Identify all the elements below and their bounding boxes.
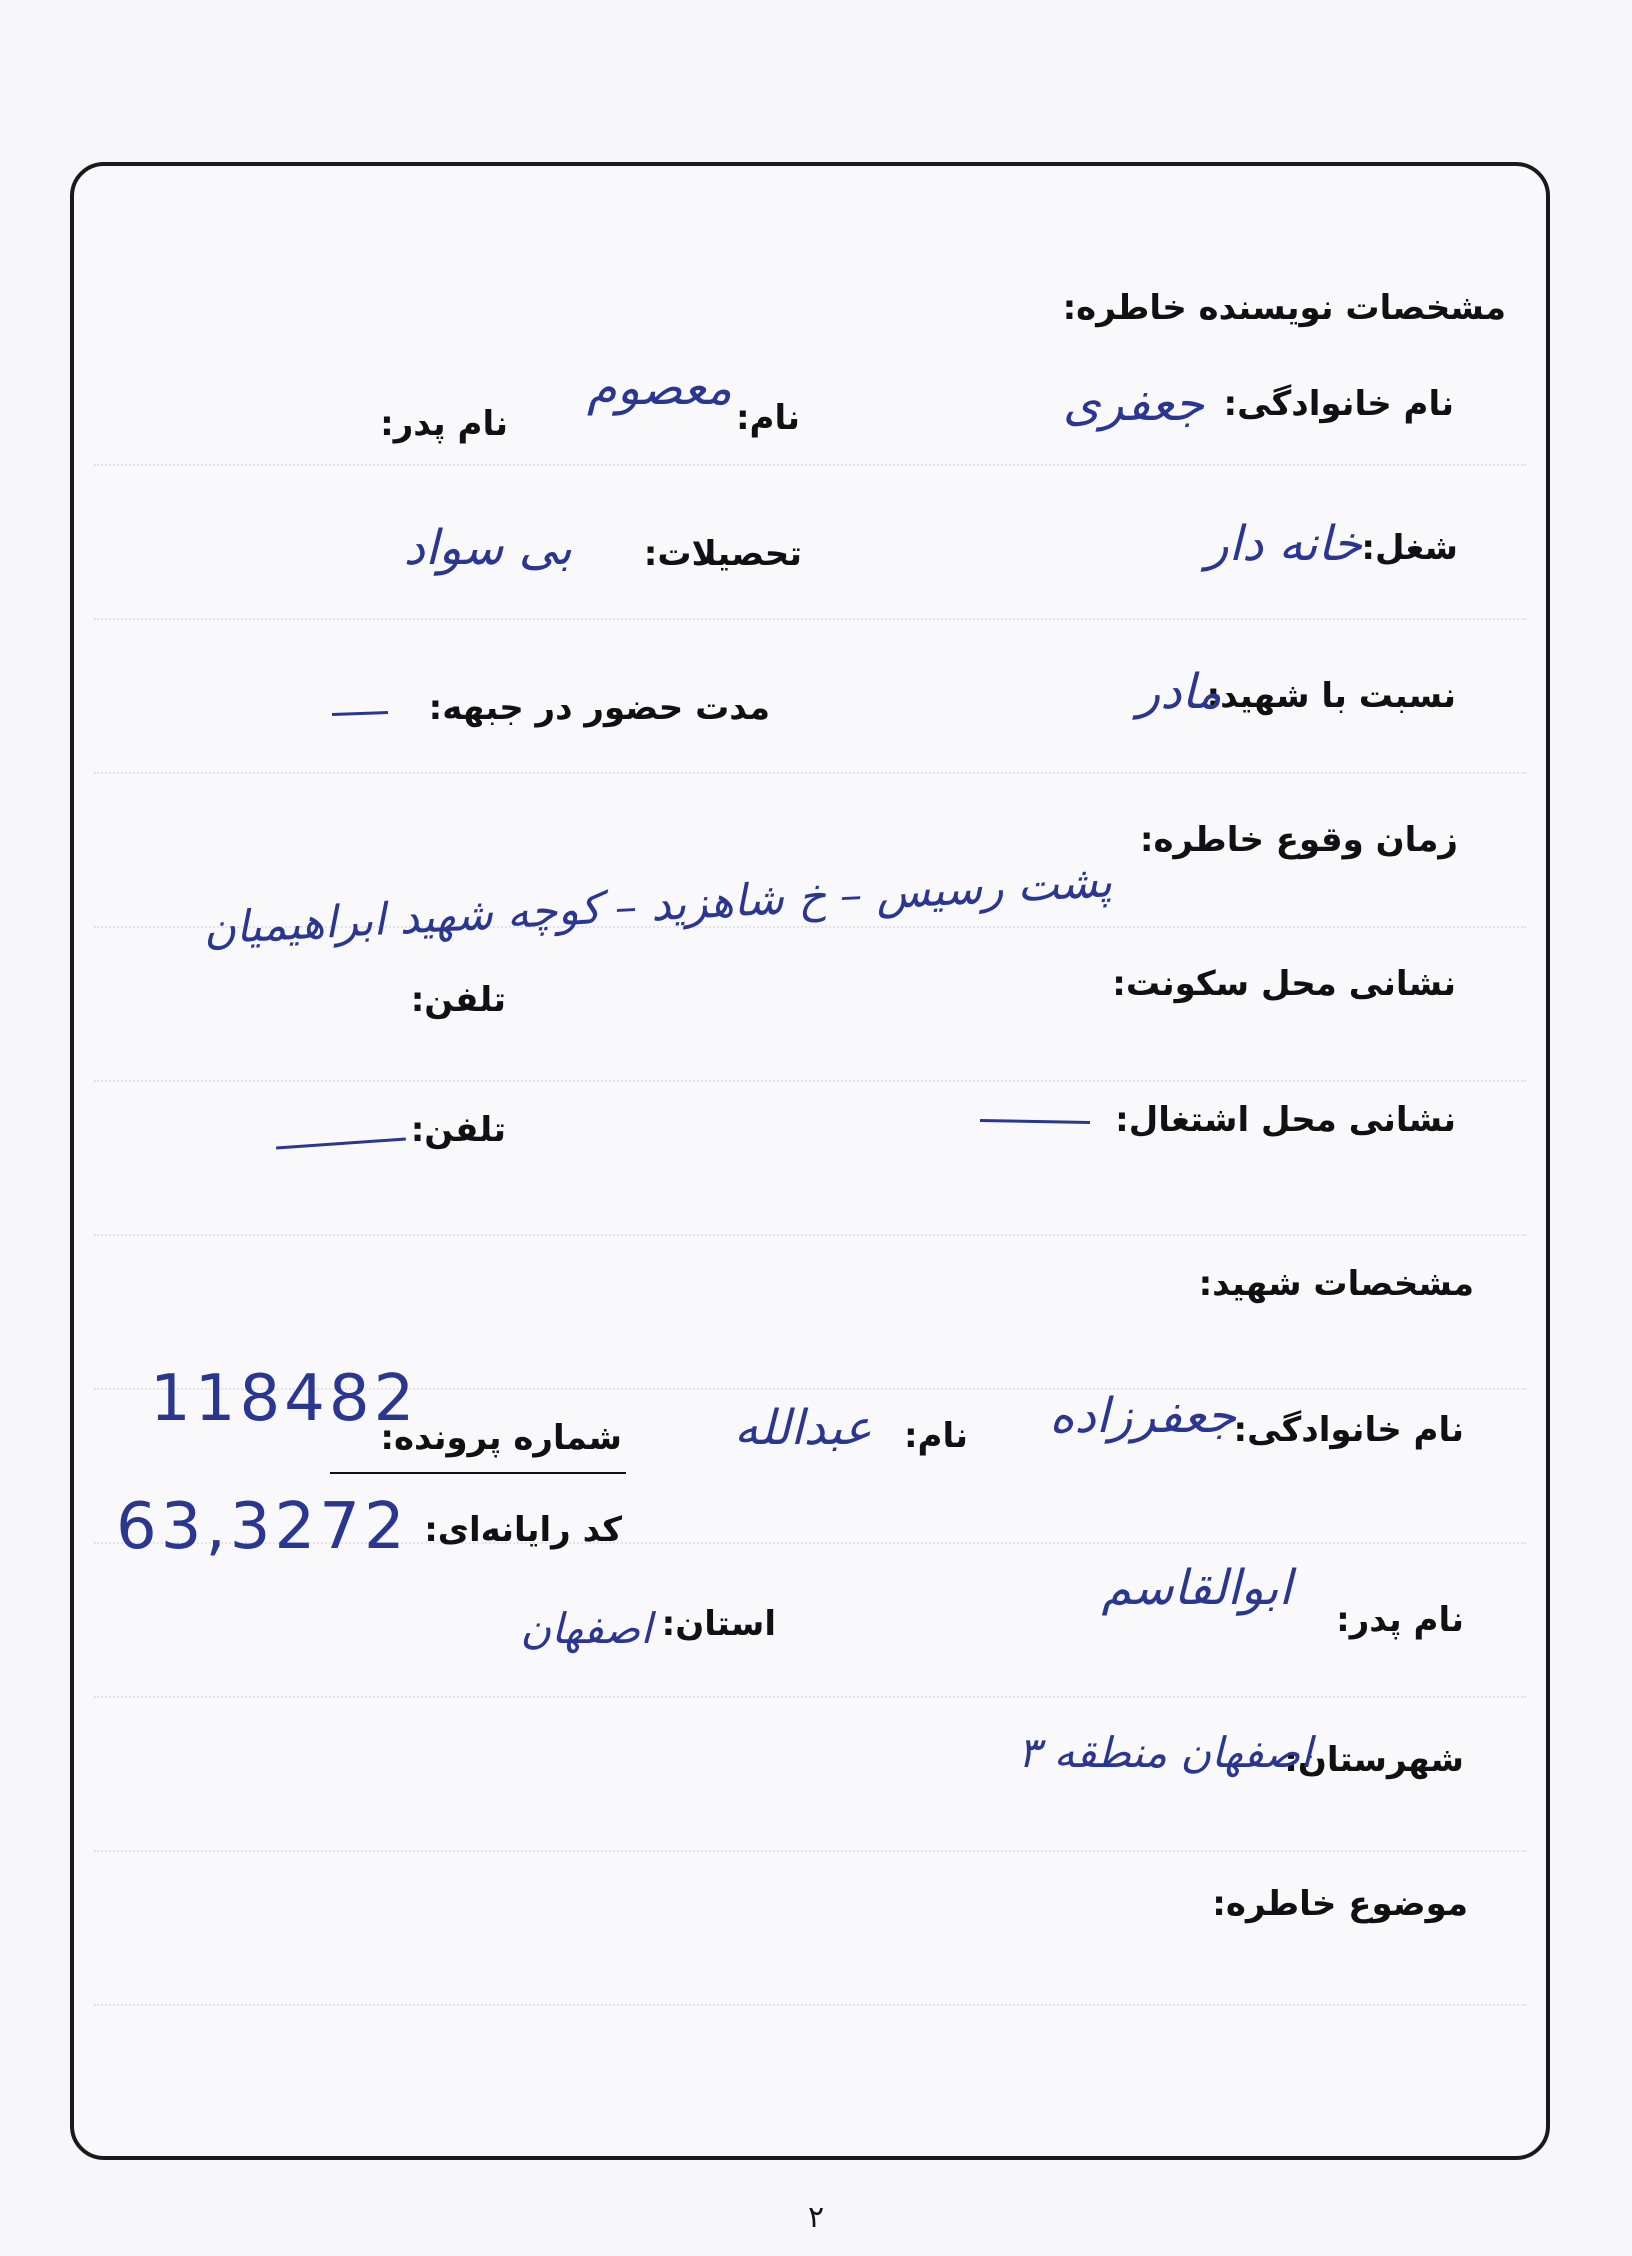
- martyr-province-value: اصفهان: [520, 1604, 652, 1653]
- writer-address-label: نشانی محل سکونت:: [1112, 964, 1456, 1004]
- writer-work-address-label: نشانی محل اشتغال:: [1115, 1100, 1456, 1140]
- writer-name-value: معصوم: [586, 360, 732, 416]
- martyr-family-value: جعفرزاده: [1049, 1388, 1236, 1444]
- page-number: ۲: [807, 2200, 825, 2235]
- martyr-father-value: ابوالقاسم: [1101, 1560, 1292, 1616]
- martyr-heading: مشخصات شهید:: [1198, 1264, 1474, 1304]
- martyr-province-label: استان:: [661, 1604, 776, 1644]
- bleed-row: [94, 1234, 1526, 1238]
- writer-family-label: نام خانوادگی:: [1223, 384, 1454, 424]
- bleed-row: [94, 772, 1526, 776]
- writer-job-value: خانه دار: [1205, 516, 1362, 572]
- writer-heading: مشخصات نویسنده خاطره:: [1062, 288, 1506, 328]
- martyr-name-value: عبدالله: [734, 1400, 872, 1456]
- bleed-row: [94, 1696, 1526, 1700]
- form-frame: [70, 162, 1550, 2160]
- writer-address-phone-label: تلفن:: [410, 980, 506, 1020]
- writer-name-label: نام:: [735, 398, 800, 438]
- writer-relation-value: مادر: [1137, 664, 1222, 720]
- martyr-family-label: نام خانوادگی:: [1233, 1410, 1464, 1450]
- martyr-code-label: کد رایانه‌ای:: [424, 1510, 622, 1550]
- writer-family-value: جعفری: [1062, 376, 1204, 432]
- martyr-file-no-label: شماره پرونده:: [380, 1418, 622, 1458]
- martyr-code-value: 63,3272: [116, 1490, 409, 1564]
- bleed-row: [94, 1850, 1526, 1854]
- martyr-file-no-value: 118482: [150, 1362, 419, 1436]
- writer-father-label: نام پدر:: [380, 404, 508, 444]
- writer-education-label: تحصیلات:: [643, 534, 802, 574]
- writer-work-phone-label: تلفن:: [410, 1110, 506, 1150]
- martyr-city-label: شهرستان:: [1284, 1740, 1464, 1780]
- writer-education-value: بی سواد: [403, 520, 572, 576]
- writer-relation-label: نسبت با شهید:: [1206, 676, 1456, 716]
- martyr-name-label: نام:: [903, 1416, 968, 1456]
- writer-job-label: شغل:: [1361, 528, 1458, 568]
- writer-address-value: پشت رسیس – خ شاهزید – کوچه شهید ابراهیمیان: [201, 856, 1113, 955]
- bleed-row: [94, 618, 1526, 622]
- martyr-file-no-underline: [330, 1472, 626, 1474]
- martyr-city-value: اصفهان منطقه ۳: [1017, 1728, 1312, 1777]
- bleed-row: [94, 1080, 1526, 1084]
- writer-memory-time-label: زمان وقوع خاطره:: [1139, 820, 1458, 860]
- martyr-topic-label: موضوع خاطره:: [1212, 1884, 1468, 1924]
- writer-front-label: مدت حضور در جبهه:: [428, 688, 770, 728]
- martyr-father-label: نام پدر:: [1336, 1600, 1464, 1640]
- bleed-row: [94, 2004, 1526, 2008]
- bleed-row: [94, 464, 1526, 468]
